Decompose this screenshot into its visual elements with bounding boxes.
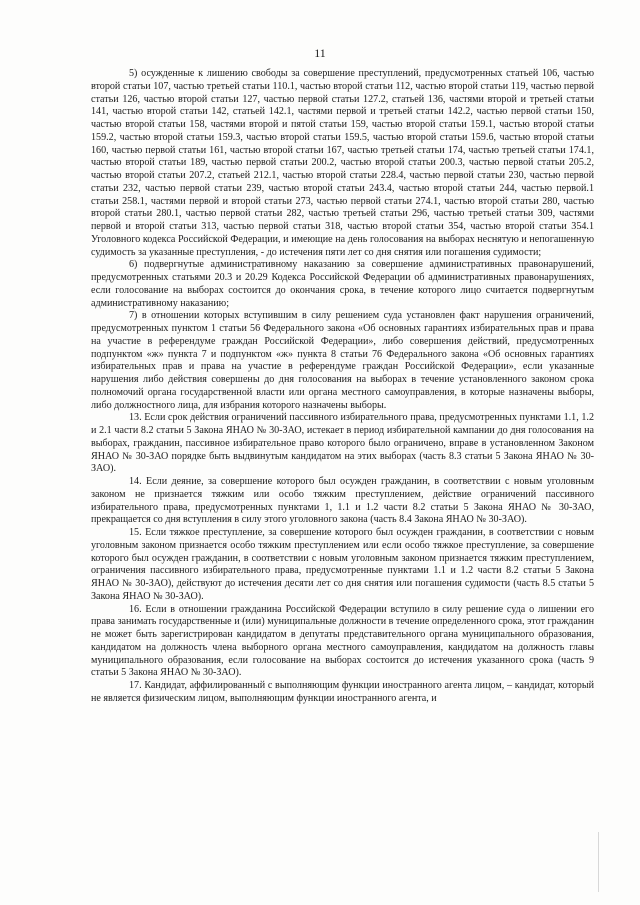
paragraph-clause-7: 7) в отношении которых вступившим в силу решением суда установлен факт нарушения ограничений, предусмотренных пунктом 1 статьи 56 Федерального закона «Об основных гарантиях избирательных прав и права на участие в референдуме граждан Российской Федерации», либо совершения действий, предусмотренных подпунктом «ж» пункта 7 и подпунктом «ж» пункта 8 статьи 76 Федерального закона «Об основных гарантиях избирательных прав и права на участие в референдуме граждан Российской Федерации», если указанные нарушения либо действия совершены до дня голосования на выборах в течение установленного законом срока полномочий органа государственной власти или органа местного самоуправления, в которые назначены выборы, либо должностного лица, для избрания которого назначены выборы. (91, 310, 594, 411)
paragraph-section-13: 13. Если срок действия ограничений пассивного избирательного права, предусмотренных пунктами 1.1, 1.2 и 2.1 части 8.2 статьи 5 Закона ЯНАО № 30-ЗАО, истекает в период избирательной кампании до дня голосования на выборах, гражданин, пассивное избирательное право которого было ограничено, вправе в установленном Законом ЯНАО № 30-ЗАО порядке быть выдвинутым кандидатом на этих выборах (часть 8.3 статьи 5 Закона ЯНАО № 30-ЗАО). (91, 412, 594, 475)
page-number: 11 (314, 46, 326, 60)
paragraph-section-16: 16. Если в отношении гражданина Российской Федерации вступило в силу решение суда о лишении его права занимать государственные и (или) муниципальные должности в течение определенного срока, этот гражданин не может быть зарегистрирован кандидатом в депутаты представительного органа муниципального образования, кандидатом на должность члена выборного органа местного самоуправления, кандидатом на должность главы муниципального образования, если голосование на выборах состоится до истечения указанного срока (часть 9 статьи 5 Закона ЯНАО № 30-ЗАО). (91, 603, 594, 679)
paragraph-section-15: 15. Если тяжкое преступление, за совершение которого был осужден гражданин, в соответствии с новым уголовным законом признается особо тяжким преступлением или если особо тяжкое преступление, за совершение которого был осужден гражданин, в соответствии с новым уголовным законом признается тяжким преступлением, ограничения пассивного избирательного права, предусмотренные пунктами 1.1 и 1.2 части 8.2 статьи 5 Закона ЯНАО № 30-ЗАО), действуют до истечения десяти лет со дня снятия или погашения судимости (часть 8.5 статьи 5 Закона ЯНАО № 30-ЗАО). (91, 527, 594, 602)
paragraph-section-17: 17. Кандидат, аффилированный с выполняющим функции иностранного агента лицом, – кандидат, который не является физическим лицом, выполняющим функции иностранного агента, и (91, 680, 594, 704)
paragraph-clause-6: 6) подвергнутые административному наказанию за совершение административных правонарушений, предусмотренных статьями 20.3 и 20.29 Кодекса Российской Федерации об административных правонарушениях, если голосование на выборах состоится до окончания срока, в течение которого лицо считается подвергнутым административному наказанию; (91, 259, 594, 309)
paragraph-section-14: 14. Если деяние, за совершение которого был осужден гражданин, в соответствии с новым уголовным законом не признается тяжким или особо тяжким преступлением, действие ограничений пассивного избирательного права, предусмотренных пунктами 1, 1.1 и 1.2 части 8.2 статьи 5 Закона ЯНАО № 30-ЗАО, прекращается со дня вступления в силу этого уголовного закона (часть 8.4 Закона ЯНАО № 30-ЗАО). (91, 476, 594, 526)
document-body (91, 68, 594, 706)
paragraph-clause-5: 5) осужденные к лишению свободы за совершение преступлений, предусмотренных статьей 106, частью второй статьи 107, частью третьей статьи 110.1, частью второй статьи 112, частью второй статьи 119, частью первой статьи 126, частью второй статьи 127, частью первой статьи 127.2, статьей 136, частями второй и третьей статьи 141, частью второй статьи 142, статьей 142.1, частями первой и третьей статьи 142.2, частью первой статьи 150, частью второй статьи 158, частями второй и пятой статьи 159, частью второй статьи 159.1, частью второй статьи 159.2, частью второй статьи 159.3, частью второй статьи 159.5, частью второй статьи 159.6, частью второй статьи 160, частью первой статьи 161, частью второй статьи 167, частью третьей статьи 174, частью третьей статьи 174.1, частью второй статьи 189, частью первой статьи 200.2, частью второй статьи 200.3, частью первой статьи 205.2, частью второй статьи 207.2, статьей 212.1, частью второй статьи 228.4, частью первой статьи 230, частью первой статьи 232, частью первой статьи 239, частью второй статьи 243.4, частью второй статьи 244, частью первой.1 статьи 258.1, частями первой и второй статьи 273, частью первой статьи 274.1, частью второй статьи 280, частью второй статьи 280.1, частью первой статьи 282, частью третьей статьи 296, частью третьей статьи 309, частями первой и второй статьи 313, частью первой статьи 318, частью второй статьи 354, частью второй статьи 354.1 Уголовного кодекса Российской Федерации, и имеющие на день голосования на выборах неснятую и непогашенную судимость за указанные преступления, - до истечения пяти лет со дня снятия или погашения судимости; (91, 68, 594, 258)
scan-edge-mark (598, 832, 599, 892)
